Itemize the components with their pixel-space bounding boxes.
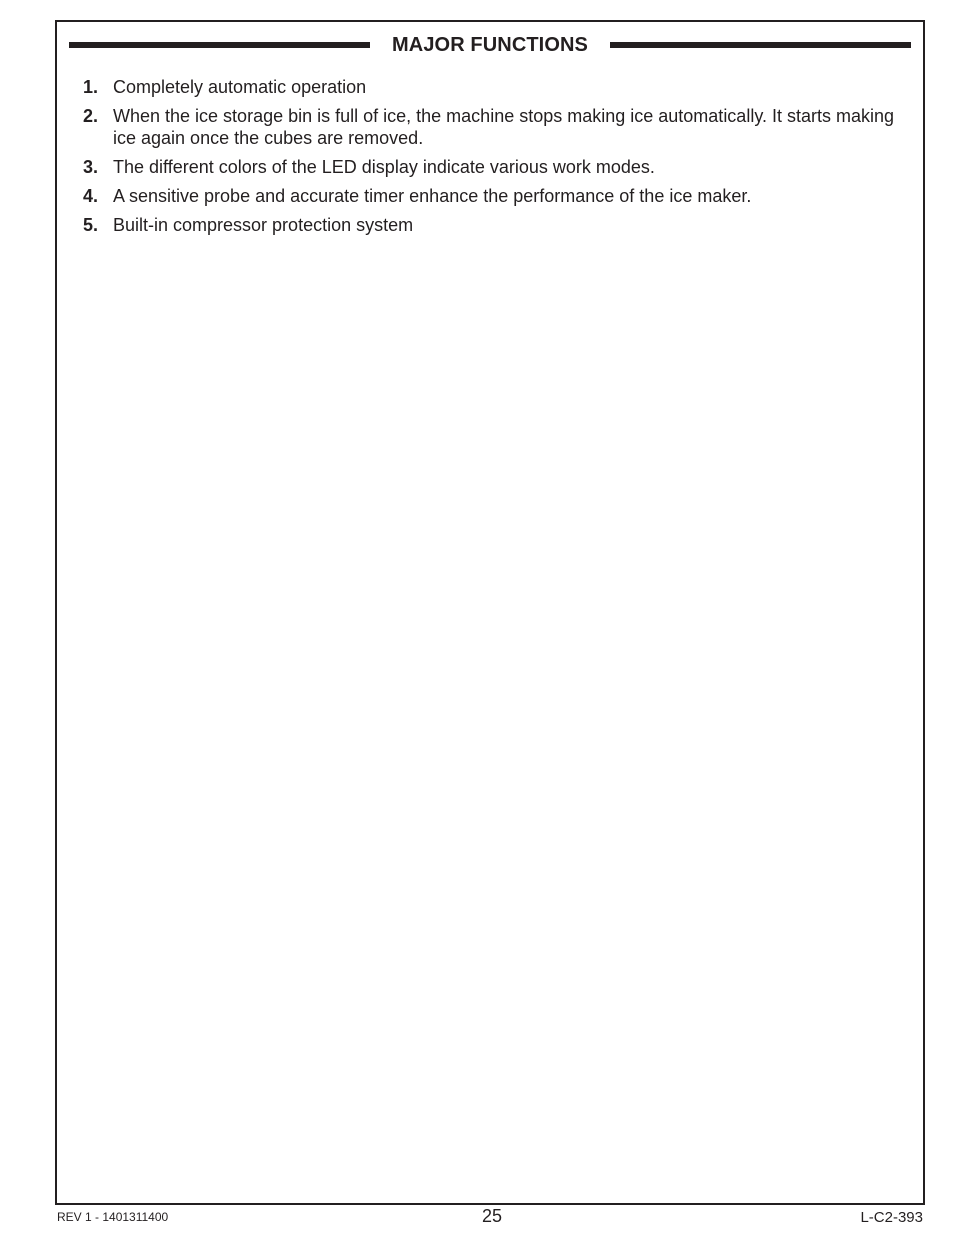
list-item-text: When the ice storage bin is full of ice, the machine stops making ice automatically. It starts making ice again once the cubes are removed. [113, 106, 895, 148]
section-header [69, 32, 911, 58]
header-rule-right [610, 42, 911, 48]
list-item [83, 185, 909, 207]
page-frame [55, 20, 925, 1205]
footer-page-number: 25 [481, 1206, 503, 1226]
list-item-text: Built-in compressor protection system [113, 215, 414, 235]
functions-list [83, 76, 909, 243]
list-item-text: Completely automatic operation [113, 77, 367, 97]
list-item-number: 5. [83, 215, 99, 235]
footer-doc-code: L-C2-393 [860, 1209, 923, 1226]
header-rule-left [69, 42, 370, 48]
list-item-number: 4. [83, 186, 99, 206]
list-item-number: 2. [83, 106, 99, 126]
list-item-number: 3. [83, 157, 99, 177]
list-item-number: 1. [83, 77, 99, 97]
list-item-text: The different colors of the LED display indicate various work modes. [113, 157, 655, 177]
list-item [83, 105, 909, 149]
section-title: MAJOR FUNCTIONS [392, 33, 588, 56]
list-item [83, 76, 909, 98]
list-item [83, 214, 909, 236]
footer-revision: REV 1 - 1401311400 [57, 1210, 169, 1224]
list-item [83, 156, 909, 178]
list-item-text: A sensitive probe and accurate timer enhance the performance of the ice maker. [113, 186, 752, 206]
